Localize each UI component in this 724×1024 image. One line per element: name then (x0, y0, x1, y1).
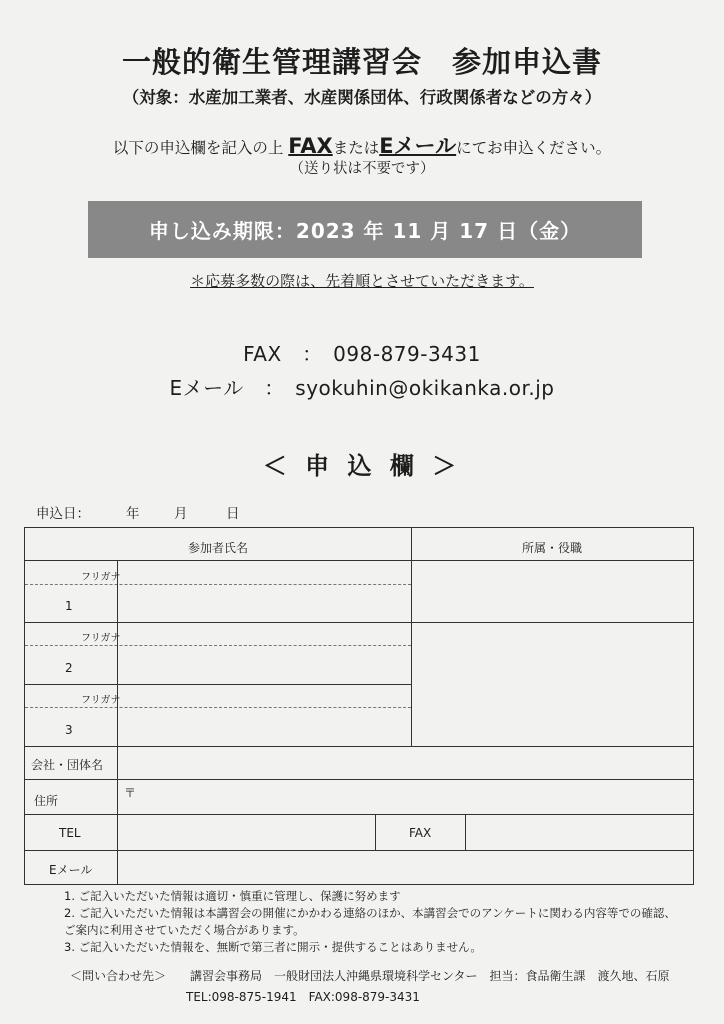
email-address: Eメール ： syokuhin@okikanka.or.jp (169, 376, 555, 400)
inquiry-contact (70, 966, 670, 1008)
first-come-text: ＊応募多数の際は、先着順とさせていただきます。 (190, 272, 534, 290)
instruction-line (0, 130, 724, 160)
postal-mark: 〒 (124, 786, 137, 800)
note-2: 2. ご記入いただいた情報は本講習会の開催にかかわる連絡のほか、本講習会でのアンケートに関わる内容等での確認、 (64, 906, 676, 920)
furigana-label-1: フリガナ (81, 572, 121, 583)
target-audience: （対象：水産加工業者、水産関係団体、行政関係者などの方々） (122, 88, 602, 107)
email-label: Eメール (49, 863, 93, 877)
tel-label: TEL (59, 826, 81, 840)
instruction-email: Eメール (379, 134, 457, 158)
instruction-prefix: 以下の申込欄を記入の上 (112, 139, 284, 157)
inquiry-tel-fax: TEL:098-875-1941 FAX:098-879-3431 (186, 990, 420, 1004)
company-label: 会社・団体名 (31, 758, 104, 772)
participant-number-2: 2 (65, 661, 73, 675)
instruction-or: または (332, 139, 380, 157)
furigana-label-2: フリガナ (81, 633, 121, 644)
date-day: 日 (226, 506, 240, 522)
date-year: 年 (126, 506, 140, 522)
note-3: 3. ご記入いただいた情報を、無断で第三者に開示・提供することはありません。 (64, 940, 482, 954)
instruction-fax: FAX (288, 134, 333, 158)
instruction-suffix: にてお申込ください。 (456, 139, 612, 157)
note-2-cont: ご案内に利用させていただく場合があります。 (64, 923, 305, 937)
deadline-banner: 申し込み期限：2023 年 11 月 17 日（金） (88, 201, 642, 258)
first-come-note (0, 270, 724, 291)
privacy-notes (64, 888, 676, 956)
participant-number-3: 3 (65, 723, 73, 737)
date-label: 申込日： (36, 506, 90, 522)
fax-label: FAX (409, 826, 432, 840)
page-title: 一般的衛生管理講習会 参加申込書 (121, 45, 602, 79)
inquiry-line: ＜問い合わせ先＞ 講習会事務局 一般財団法人沖縄県環境科学センター 担当：食品衛生課 渡久地、石原 (70, 969, 670, 983)
form-heading: ＜ 申 込 欄 ＞ (262, 452, 462, 480)
date-month: 月 (174, 506, 188, 522)
fax-number: FAX ： 098-879-3431 (243, 342, 481, 366)
application-date (36, 502, 240, 522)
note-1: 1. ご記入いただいた情報は適切・慎重に管理し、保護に努めます (64, 889, 401, 903)
participant-number-1: 1 (65, 599, 73, 613)
column-affiliation: 所属・役職 (521, 541, 582, 555)
furigana-label-3: フリガナ (81, 695, 121, 706)
application-table (24, 527, 694, 885)
address-label: 住所 (34, 794, 59, 808)
column-participant-name: 参加者氏名 (187, 541, 248, 555)
cover-letter-note: （送り状は不要です） (289, 161, 435, 177)
